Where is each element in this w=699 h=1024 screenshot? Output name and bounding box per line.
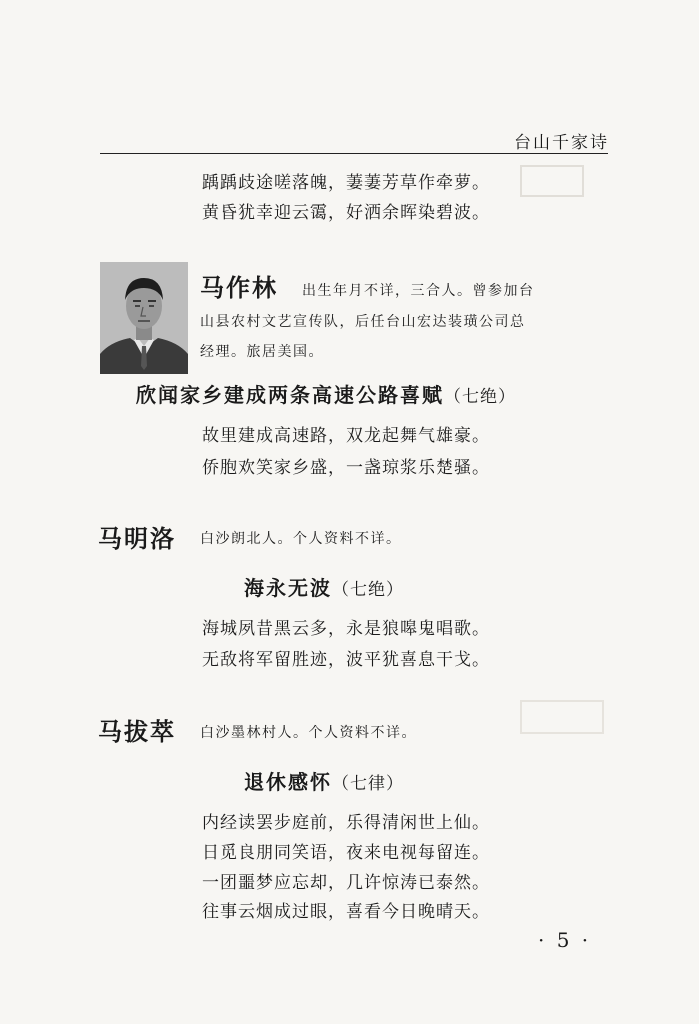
page-number: · 5 ·: [538, 928, 592, 952]
poem-line: 海城夙昔黑云多，永是狼嗥鬼唱歌。: [202, 619, 490, 639]
poem-form: （七律）: [332, 774, 404, 794]
author-photo: [100, 262, 188, 374]
author-bio: 白沙墨林村人。个人资料不详。: [200, 725, 417, 741]
poem-title: [244, 766, 404, 795]
author-name: 马作林: [200, 274, 278, 302]
poem-line: 内经读罢步庭前，乐得清闲世上仙。: [202, 813, 490, 833]
poem-line: 侨胞欢笑家乡盛，一盏琼浆乐楚骚。: [202, 458, 490, 478]
poem-line: 无敌将军留胜迹，波平犹喜息干戈。: [202, 650, 490, 670]
author-name: 马拔萃: [98, 718, 176, 746]
header-rule: [100, 153, 608, 154]
author-name: 马明洛: [98, 525, 176, 553]
bleed-through-texture: [520, 700, 604, 734]
author-bio: 白沙朗北人。个人资料不详。: [200, 531, 402, 547]
poem-title-text: 退休感怀: [244, 770, 332, 794]
poem-title: [136, 379, 516, 408]
poem-title: [244, 572, 404, 601]
bleed-through-texture: [300, 220, 322, 251]
bleed-through-texture: [520, 165, 584, 197]
author-bio: 出生年月不详，三合人。曾参加台: [302, 283, 535, 299]
author-bio: 山县农村文艺宣传队，后任台山宏达装璜公司总: [200, 314, 526, 330]
poem-line: 故里建成高速路，双龙起舞气雄豪。: [202, 426, 490, 446]
poem-line: 往事云烟成过眼，喜看今日晚晴天。: [202, 902, 490, 922]
poem-line: 踽踽歧途嗟落魄，萋萋芳草作牵萝。: [202, 173, 490, 193]
poem-title-text: 海永无波: [244, 576, 332, 600]
poem-line: 日觅良朋同笑语，夜来电视每留连。: [202, 843, 490, 863]
poem-title-text: 欣闻家乡建成两条高速公路喜赋: [136, 383, 444, 407]
poem-form: （七绝）: [332, 580, 404, 600]
poem-line: 一团噩梦应忘却，几许惊涛已泰然。: [202, 873, 490, 893]
author-bio: 经理。旅居美国。: [200, 344, 324, 360]
poem-line: 黄昏犹幸迎云霭，好洒余晖染碧波。: [202, 203, 490, 223]
running-header: 台山千家诗: [514, 133, 609, 153]
poem-form: （七绝）: [444, 387, 516, 407]
